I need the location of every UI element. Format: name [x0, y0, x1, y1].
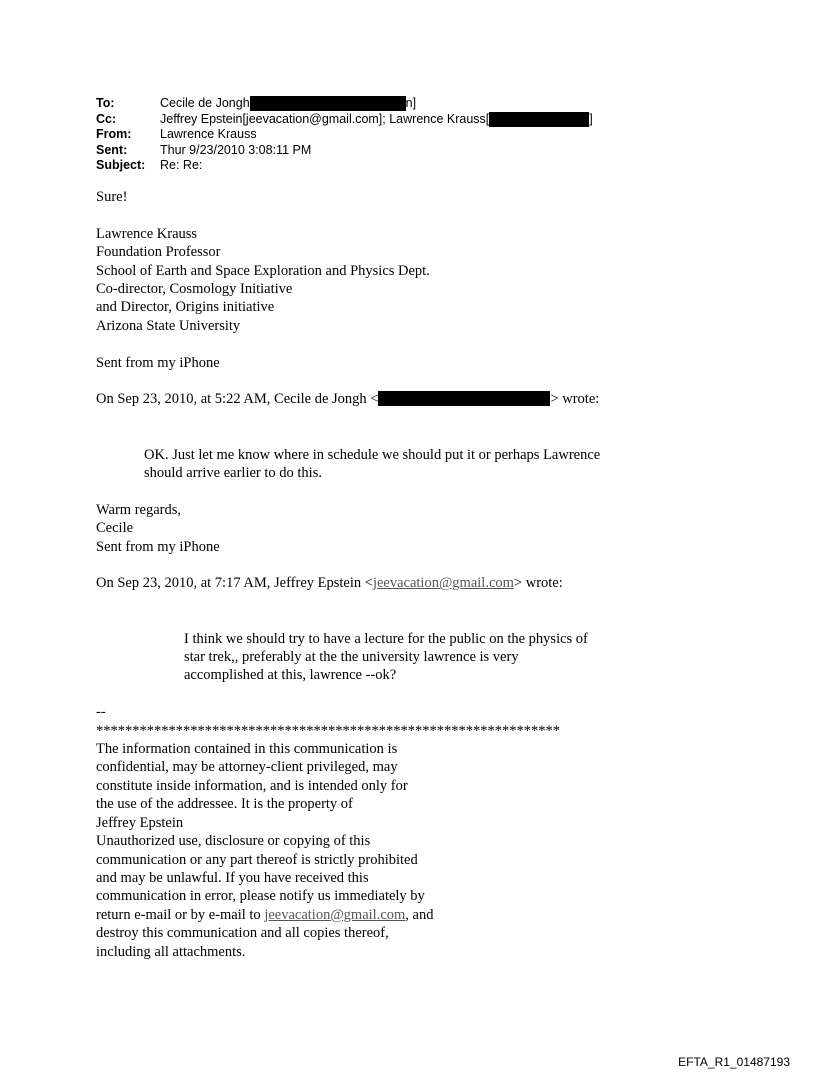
- quote1-line: should arrive earlier to do this.: [144, 465, 322, 482]
- email-body: [96, 188, 736, 961]
- to-name: Cecile de Jongh: [160, 96, 250, 110]
- disclaimer-line: communication or any part thereof is strictly prohibited: [96, 851, 418, 868]
- disclaimer-line: the use of the addressee. It is the property of: [96, 796, 353, 813]
- disclaimer-link-line: return e-mail or by e-mail to jeevacation@gmail.com, and: [96, 906, 434, 923]
- cc-row: [96, 112, 593, 128]
- cc-suffix: ]: [589, 111, 593, 126]
- disclaimer-line: The information contained in this communication is: [96, 741, 398, 758]
- quote2-line: star trek,, preferably at the the university lawrence is very: [184, 649, 519, 666]
- quote2-intro: On Sep 23, 2010, at 7:17 AM, Jeffrey Epstein <jeevacation@gmail.com> wrote:: [96, 575, 563, 592]
- to-row: [96, 96, 593, 112]
- email-header: [96, 96, 593, 174]
- disclaimer-line: communication in error, please notify us immediately by: [96, 888, 425, 905]
- signature-line: School of Earth and Space Exploration and Physics Dept.: [96, 262, 430, 279]
- cc-label: Cc:: [96, 111, 117, 126]
- signature-line: Co-director, Cosmology Initiative: [96, 281, 293, 298]
- from-row: [96, 127, 593, 143]
- quote2-line: accomplished at this, lawrence --ok?: [184, 667, 397, 684]
- cc-value: Jeffrey Epstein[jeevacation@gmail.com]; Lawrence Krauss[: [160, 111, 490, 126]
- closing-line: Warm regards,: [96, 501, 181, 518]
- quote1-intro: On Sep 23, 2010, at 5:22 AM, Cecile de Jongh < > wrote:: [96, 391, 600, 408]
- sent-label: Sent:: [96, 142, 128, 157]
- disclaimer-line: Jeffrey Epstein: [96, 814, 184, 831]
- from-label: From:: [96, 127, 132, 141]
- quote1-line: OK. Just let me know where in schedule we should put it or perhaps Lawrence: [144, 446, 601, 463]
- closing-line: Cecile: [96, 520, 134, 537]
- signature-line: Foundation Professor: [96, 244, 221, 261]
- sent-row: [96, 143, 593, 159]
- signature-line: Lawrence Krauss: [96, 225, 198, 242]
- subject-label: Subject:: [96, 158, 146, 172]
- to-suffix: n]: [405, 96, 417, 110]
- disclaimer-line: destroy this communication and all copies thereof,: [96, 925, 389, 942]
- reply-text: Sure!: [96, 189, 128, 205]
- sent-value: Thur 9/23/2010 3:08:11 PM: [160, 142, 312, 157]
- redaction-block: [378, 391, 550, 406]
- quote2-line: I think we should try to have a lecture for the public on the physics of: [184, 630, 588, 647]
- disclaimer-line: including all attachments.: [96, 943, 246, 960]
- email-link[interactable]: jeevacation@gmail.com: [264, 906, 406, 923]
- signature-line: and Director, Origins initiative: [96, 299, 275, 316]
- from-value: Lawrence Krauss: [160, 127, 257, 141]
- sig-dash: --: [96, 704, 106, 721]
- disclaimer-line: confidential, may be attorney-client privileged, may: [96, 759, 398, 776]
- to-label: To:: [96, 96, 115, 110]
- disclaimer-line: Unauthorized use, disclosure or copying of this: [96, 833, 371, 850]
- disclaimer-line: and may be unlawful. If you have received this: [96, 869, 369, 886]
- document-id: EFTA_R1_01487193: [678, 1055, 790, 1069]
- sent-from-iphone: Sent from my iPhone: [96, 354, 220, 371]
- stars-divider: ****************************************************************: [96, 722, 560, 739]
- redaction-block: [489, 112, 589, 127]
- subject-row: [96, 158, 593, 174]
- disclaimer-line: constitute inside information, and is intended only for: [96, 777, 408, 794]
- subject-value: Re: Re:: [160, 158, 203, 172]
- closing-line: Sent from my iPhone: [96, 538, 220, 555]
- redaction-block: [250, 96, 406, 111]
- signature-line: Arizona State University: [96, 317, 241, 334]
- email-link[interactable]: jeevacation@gmail.com: [372, 575, 514, 592]
